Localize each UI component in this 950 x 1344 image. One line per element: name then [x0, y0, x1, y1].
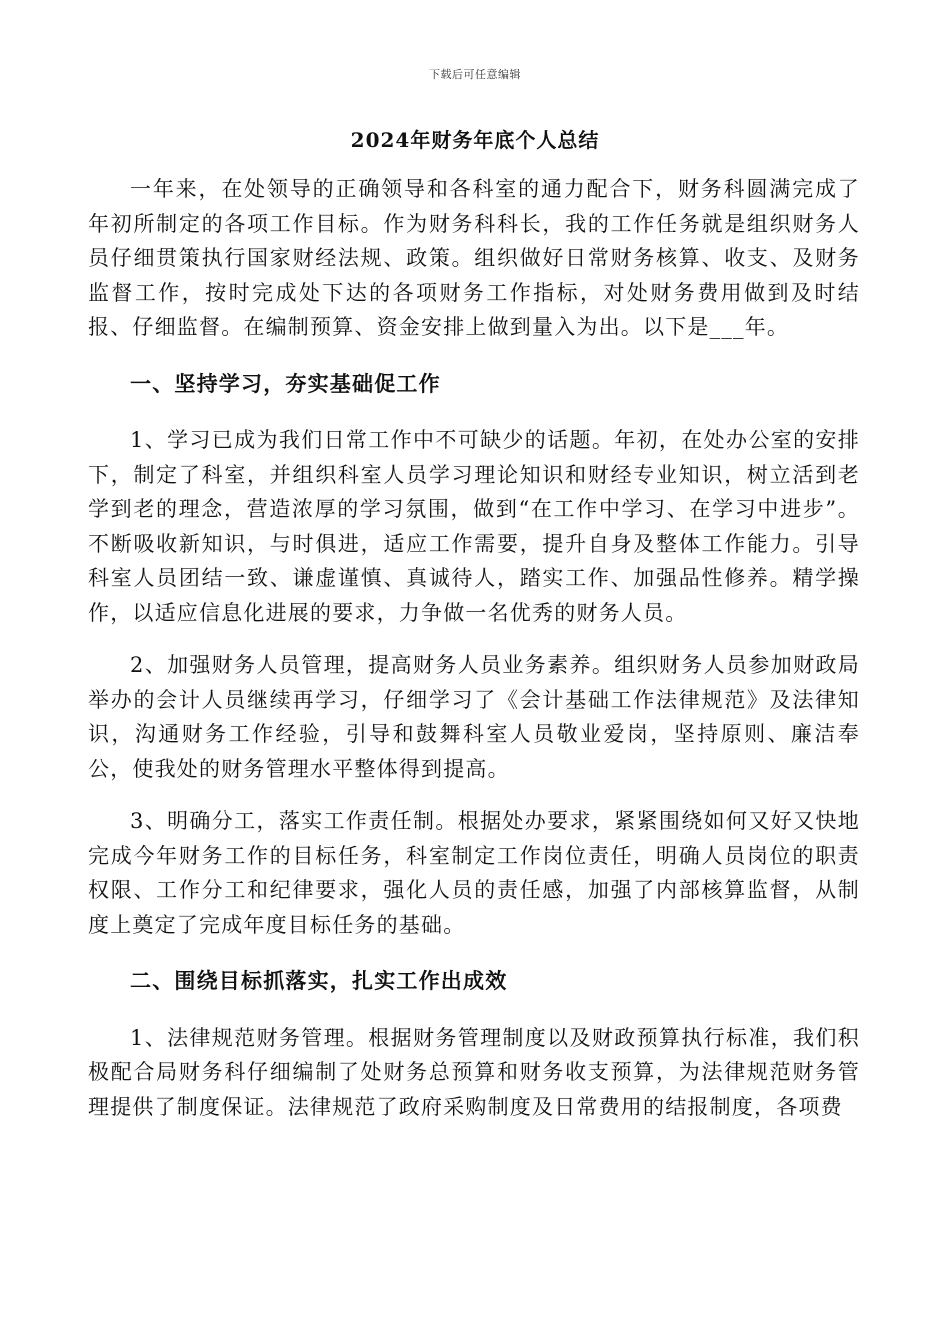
document-body [88, 172, 860, 1124]
document-title: 2024年财务年底个人总结 [350, 128, 600, 152]
section-2-heading: 二、围绕目标抓落实，扎实工作出成效 [130, 968, 508, 993]
intro-paragraph: 一年来，在处领导的正确领导和各科室的通力配合下，财务科圆满完成了年初所制定的各项工作目标。作为财务科科长，我的工作任务就是组织财务人员仔细贯策执行国家财经法规、政策。组织做好日常财务核算、收支、及财务监督工作，按时完成处下达的各项财务工作指标，对处财务费用做到及时结报、仔细监督。在编制预算、资金安排上做到量入为出。以下是___年。 [88, 177, 860, 339]
section-1-heading: 一、坚持学习，夯实基础促工作 [130, 370, 441, 396]
section-1-paragraph-1: 1、学习已成为我们日常工作中不可缺少的话题。年初，在处办公室的安排下，制定了科室，并组织科室人员学习理论知识和财经专业知识，树立活到老学到老的理念，营造浓厚的学习氛围，做到“在工作中学习、在学习中进步”。不断吸收新知识，与时俱进，适应工作需要，提升自身及整体工作能力。引导科室人员团结一致、谦虚谨慎、真诚待人，踏实工作、加强品性修养。精学操作，以适应信息化进展的要求，力争做一名优秀的财务人员。 [88, 428, 860, 625]
section-1-paragraph-3: 3、明确分工，落实工作责任制。根据处办要求，紧紧围绕如何又好又快地完成今年财务工作的目标任务，科室制定工作岗位责任，明确人员岗位的职责权限、工作分工和纪律要求，强化人员的责任感，加强了内部核算监督，从制度上奠定了完成年度目标任务的基础。 [88, 809, 860, 937]
header-note: 下载后可任意编辑 [429, 68, 521, 81]
section-1-paragraph-2: 2、加强财务人员管理，提高财务人员业务素养。组织财务人员参加财政局举办的会计人员继续再学习，仔细学习了《会计基础工作法律规范》及法律知识，沟通财务工作经验，引导和鼓舞科室人员敬业爱岗，坚持原则、廉洁奉公，使我处的财务管理水平整体得到提高。 [88, 653, 860, 781]
section-2-paragraph-1: 1、法律规范财务管理。根据财务管理制度以及财政预算执行标准，我们积极配合局财务科仔细编制了处财务总预算和财务收支预算，为法律规范财务管理提供了制度保证。法律规范了政府采购制度及日常费用的结报制度，各项费 [88, 1025, 860, 1119]
